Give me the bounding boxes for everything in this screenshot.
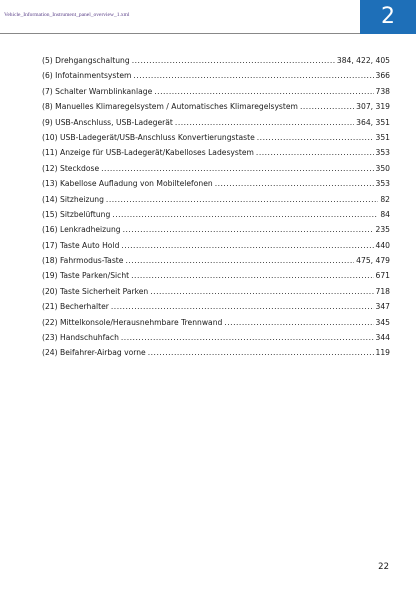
toc-entry <box>42 210 390 225</box>
header-divider <box>0 33 360 34</box>
toc-entry-label: (23) Handschuhfach <box>42 333 119 343</box>
toc-entry-page: 366 <box>375 71 390 81</box>
toc-entry <box>42 133 390 148</box>
toc-leader-dots <box>112 210 378 219</box>
toc-leader-dots <box>121 241 373 250</box>
toc-entry <box>42 302 390 317</box>
toc-entry-page: 364, 351 <box>356 117 390 127</box>
toc-entry-label: (14) Sitzheizung <box>42 194 104 204</box>
toc-entry-label: (19) Taste Parken/Sicht <box>42 271 130 281</box>
toc-entry-label: (11) Anzeige für USB-Ladegerät/Kabelloses Ladesystem <box>42 148 254 158</box>
toc-leader-dots <box>125 256 354 265</box>
toc-entry-label: (16) Lenkradheizung <box>42 225 121 235</box>
toc-leader-dots <box>257 133 374 142</box>
toc-entry-page: 119 <box>375 348 390 358</box>
toc-leader-dots <box>101 164 373 173</box>
toc-entry-page: 353 <box>375 179 390 189</box>
toc-entry-page: 307, 319 <box>356 102 390 112</box>
toc-entry-label: (22) Mittelkonsole/Herausnehmbare Trennwand <box>42 317 223 327</box>
toc-entry-page: 738 <box>375 86 390 96</box>
toc-entry <box>42 148 390 163</box>
toc-entry-page: 82 <box>380 194 390 204</box>
header-filename: Vehicle_Information_Instrument_panel_overview_1.xml <box>4 12 130 18</box>
toc-leader-dots <box>106 195 378 204</box>
toc-entry-label: (13) Kabellose Aufladung von Mobiltelefonen <box>42 179 213 189</box>
toc-entry <box>42 287 390 302</box>
toc-entry-page: 350 <box>375 163 390 173</box>
toc-leader-dots <box>131 271 373 280</box>
toc-entry <box>42 348 390 363</box>
toc-leader-dots <box>121 333 374 342</box>
toc-entry-label: (21) Becherhalter <box>42 302 109 312</box>
page-number: 22 <box>378 562 389 572</box>
toc-leader-dots <box>175 118 354 127</box>
toc-entry <box>42 333 390 348</box>
toc-entry-label: (5) Drehgangschaltung <box>42 56 130 65</box>
toc-entry-label: (8) Manuelles Klimaregelsystem / Automatisches Klimaregelsystem <box>42 102 298 112</box>
toc-entry-page: 345 <box>375 317 390 327</box>
toc-entry <box>42 271 390 286</box>
toc-entry-label: (17) Taste Auto Hold <box>42 240 120 250</box>
toc-leader-dots <box>111 302 374 311</box>
toc-entry-label: (24) Beifahrer-Airbag vorne <box>42 348 146 358</box>
toc-entry-label: (7) Schalter Warnblinkanlage <box>42 86 153 96</box>
toc-entry-label: (20) Taste Sicherheit Parken <box>42 286 149 296</box>
toc-entry <box>42 318 390 333</box>
toc-entry-label: (12) Steckdose <box>42 163 100 173</box>
toc-entry-label: (10) USB-Ladegerät/USB-Anschluss Konvertierungstaste <box>42 132 255 142</box>
toc-leader-dots <box>256 148 374 157</box>
toc-entry-label: (15) Sitzbelüftung <box>42 209 111 219</box>
toc-entry <box>42 71 390 86</box>
toc-entry <box>42 256 390 271</box>
toc-leader-dots <box>215 179 374 188</box>
toc-entry-label: (9) USB-Anschluss, USB-Ladegerät <box>42 117 173 127</box>
toc-entry <box>42 179 390 194</box>
toc-entry <box>42 87 390 102</box>
toc-entry-page: 353 <box>375 148 390 158</box>
toc-entry-page: 718 <box>375 286 390 296</box>
toc-entry <box>42 164 390 179</box>
toc-list <box>42 56 390 364</box>
toc-leader-dots <box>133 71 373 80</box>
toc-entry-page: 344 <box>375 333 390 343</box>
toc-entry <box>42 56 390 71</box>
toc-entry <box>42 118 390 133</box>
toc-entry-page: 440 <box>375 240 390 250</box>
toc-leader-dots <box>148 348 374 357</box>
toc-entry-page: 671 <box>375 271 390 281</box>
toc-leader-dots <box>123 225 374 234</box>
toc-leader-dots <box>150 287 373 296</box>
toc-entry-page: 235 <box>375 225 390 235</box>
toc-entry-label: (6) Infotainmentsystem <box>42 71 132 81</box>
toc-leader-dots <box>154 87 373 96</box>
toc-entry-page: 475, 479 <box>356 256 390 266</box>
toc-leader-dots <box>224 318 373 327</box>
toc-entry-page: 384, 422, 405 <box>336 56 390 65</box>
toc-leader-dots <box>132 56 335 65</box>
toc-entry <box>42 102 390 117</box>
toc-entry <box>42 195 390 210</box>
toc-entry <box>42 225 390 240</box>
toc-entry-page: 347 <box>375 302 390 312</box>
toc-entry <box>42 241 390 256</box>
toc-entry-page: 84 <box>380 209 390 219</box>
chapter-number-badge: 2 <box>360 0 416 34</box>
toc-entry-label: (18) Fahrmodus-Taste <box>42 256 124 266</box>
toc-leader-dots <box>300 102 354 111</box>
toc-entry-page: 351 <box>375 132 390 142</box>
